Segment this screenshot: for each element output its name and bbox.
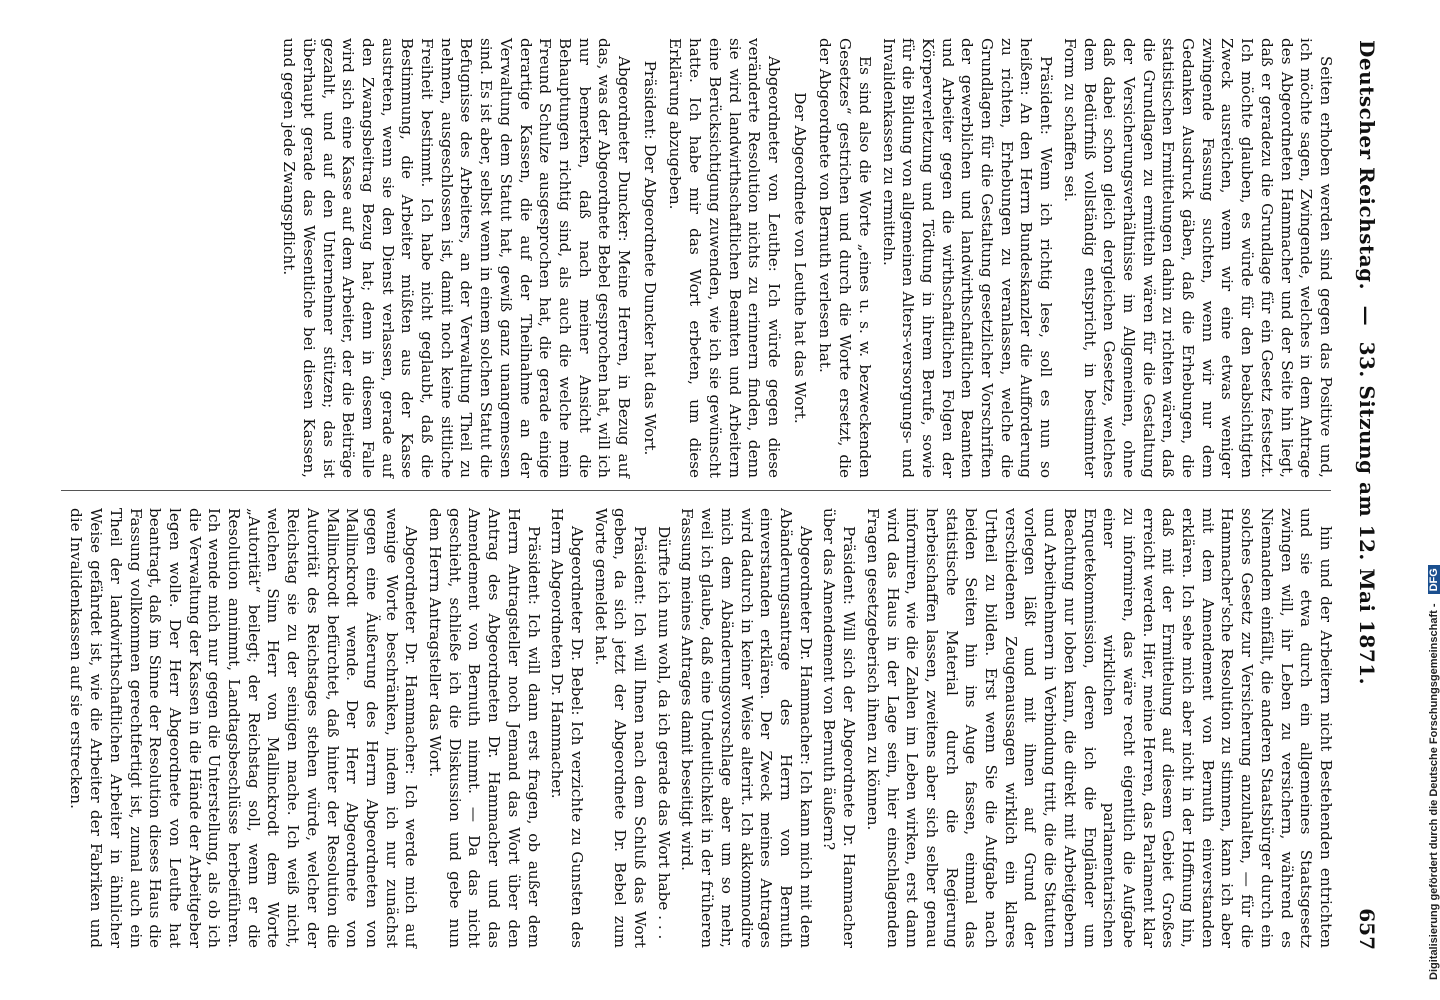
paragraph: Präsident: Ich will dann erst fragen, ob außer dem Herrn Antragsteller noch Jemand das Wort über den Antrag des Abgeordneten Dr. Hammacher und das Amendement von Bernuth nimmt. — Da das nicht geschieht, schließe ich die Diskussion und gebe nun dem Herrn Antragsteller das Wort. xyxy=(426,508,543,948)
paragraph: Dürfte ich nun wohl, da ich gerade das Wort habe . . . xyxy=(654,526,673,940)
publication-title: Deutscher Reichstag. xyxy=(1355,40,1379,291)
paragraph: Der Abgeordnete von Leuthe hat das Wort. xyxy=(790,92,809,424)
rotated-newspaper-page xyxy=(45,30,1385,970)
dfg-logo: DFG xyxy=(1428,565,1440,594)
paragraph: hin und der Arbeitern nicht Bestehenden entrichten und sie etwa durch ein allgemeines Staatsgesetz zwingen will, ihr Leben zu versichern, während es Niemandem einfällt, die anderen Staatsbürger durch ein solches Gesetz zur Versicherung anzuhalten, — für die Hammacher'sche Resolution zu stimmen, kann ich aber mit dem Amendement von Bernuth einverstanden erklären. Ich sehe mich aber nicht in der Hoffnung hin, daß mit der Ermittelung auf diesem Gebiet Großes erreicht werden. Hier, meine Herren, das Parlament klar zu informiren, das wäre recht eigentlich die Aufgabe einer wirklichen parlamentarischen Enquetekommission, deren ich die Engländer um Beachtung nur loben kann, die direkt mit Arbeitgebern und Arbeitnehmern in Verbindung tritt, die die Statuten vorlegen läßt und mit ihnen auf Grund der verschiedenen Zeugenaussagen wirklich ein klares Urtheil zu bilden. Erst wenn Sie die Aufgabe nach beiden Seiten hin ins Auge fassen, einmal das statistische Material durch die Regierung herbeischaffen lassen, zweitens aber sich selber genau informiren, wie die Zahlen im Leben wirken, erst dann wird das Haus in der Lage sein, hier einschlagenden Fragen gesetzgeberisch ihnen zu können. xyxy=(863,508,1335,948)
paragraph: Präsident: Wenn ich richtig lese, soll es nun so heißen: An den Herrn Bundeskanzler die Aufforderung zu richten, Erhebungen zu veranlassen, welche die Grundlagen für die Gestaltung gesetzlicher Vorschriften der gewerblichen und landwirthschaftlichen Beamten und Arbeiter gegen die wirthschaftlichen Folgen der Körperverletzung und Tödtung in ihrem Berufe, sowie für die Bildung von allgemeinen Alters-versorgungs- und Invalidenkassen zu ermitteln. xyxy=(879,38,1056,478)
paragraph: Seiten erhoben werden sind gegen das Positive und, ich möchte sagen, Zwingende, welches in dem Antrage des Abgeordneten Hammacher und der Seite hin liegt, daß er geradezu die Grundlage für ein Gesetz festsetzt. Ich möchte glauben, es würde für den beabsichtigten Zweck ausreichen, wenn wir eine etwas weniger zwingende Fassung suchten, wenn wir nur dem Gedanken Ausdruck gäben, daß die Erhebungen, die statistischen Ermittelungen dahin zu richten wären, daß die Grundlagen zu ermitteln wären für die Gestaltung der Versicherungsverhältnisse im Allgemeinen, ohne daß dabei schon gleich dergleichen Gesetze, welches dem Bedürfniß vollständig entspricht, in bestimmter Form zu schaffen sei. xyxy=(1060,38,1335,478)
header-title xyxy=(1355,40,1379,685)
left-column xyxy=(55,38,1335,478)
paragraph: Es sind also die Worte „eines u. s. w. bezweckenden Gesetzes“ gestrichen und durch die Worte ersetzt, die der Abgeordnete von Bernuth verlesen hat. xyxy=(816,38,874,478)
digitization-credit xyxy=(1408,20,1440,980)
paragraph: Abgeordneter Dr. Hammacher: Ich werde mich auf wenige Worte beschränken, indem ich nur zunächst gegen eine Äußerung des Herrn Abgeordneten von Mallinckrodt wende. Der Herr Abgeordnete von Mallinckrodt befürchtet, daß hinter der Resolution die Autorität des Reichstages stehen würde, welcher der Reichstag sie zu der seinigen mache. Ich weiß nicht, welchen Sinn Herr von Mallinckrodt dem Worte „Autorität“ beilegt; der Reichstag soll, wenn er die Resolution annimmt, Landtagsbeschlüsse herbeiführen. Ich wende mich nur gegen die Unterstellung, als ob ich die Verwaltung der Kassen in die Hände der Arbeitgeber legen wolle. Der Herr Abgeordnete von Leuthe hat beantragt, daß im Sinne der Resolution dieses Haus die Fassung vollkommen gerechtfertigt ist, zumal auch ein Theil der landwirthschaftlichen Arbeiter in ähnlicher Weise gefährdet ist, wie die Arbeiter der Fabriken und die Invalidenkassen auf sie erstrecken. xyxy=(67,508,421,948)
column-divider xyxy=(61,490,1331,491)
paragraph: Präsident: Will sich der Abgeordnete Dr. Hammacher über das Amendement von Bernuth äußern? xyxy=(820,508,859,948)
page-number: 657 xyxy=(1355,908,1379,950)
page-header xyxy=(1345,30,1385,970)
header-separator: — xyxy=(1355,305,1379,327)
paragraph: Abgeordneter Dr. Hammacher: Ich kann mich mit dem Abänderungsantrage des Herrn von Bernuth einverstanden erklären. Der Zweck meines Antrages wird dadurch in keiner Weise alterirt. Ich akkommodire mich dem Abänderungsvorschlage aber um so mehr, weil ich glaube, daß eine Undeutlichkeit in der früheren Fassung meines Antrages damit beseitigt wird. xyxy=(678,508,815,948)
paragraph: Präsident: Der Abgeordnete Duncker hat das Wort. xyxy=(640,60,659,456)
paragraph: Präsident: Ich will Ihnen nach dem Schluß das Wort geben, da sich jetzt der Abgeordnete Dr. Bebel zum Worte gemeldet hat. xyxy=(591,508,650,948)
right-column xyxy=(55,508,1335,948)
session-title: 33. Sitzung am 12. Mai 1871. xyxy=(1355,341,1379,686)
paragraph: Abgeordneter von Leuthe: Ich würde gegen diese veränderte Resolution nichts zu erinnern finden, denn sie wird landwirthschaftlichen Beamten und Arbeitern eine Berücksichtigung zuwenden, wie ich sie gewünscht hatte. Ich habe mir das Wort erbeten, um diese Erklärung abzugeben. xyxy=(666,38,784,478)
paragraph: Abgeordneter Duncker: Meine Herren, in Bezug auf das, was der Abgeordnete Bebel gesprochen hat, will ich nur bemerken, daß nach meiner Ansicht die Behauptungen richtig sind, als auch die welche mein Freund Schulze ausgesprochen hat, die gerade einige derartige Kassen, die auf der Theilnahme an der Verwaltung dem Statut hat, gewiß ganz unangemessen sind. Es ist aber, selbst wenn in einem solchen Statut die Befugnisse des Arbeiters, an der Verwaltung Theil zu nehmen, ausgeschlossen ist, damit noch keine sittliche Freiheit bestimmt. Ich habe nicht geglaubt, daß die Bestimmung, die Arbeiter müßten aus der Kasse austreten, wenn sie den Dienst verlassen, gerade auf den Zwangsbeitrag Bezug hat; denn in diesem Falle wird sich eine Kasse auf dem Arbeiter, der die Beiträge gezahlt, und auf den Unternehmer stützen; das ist überhaupt gerade das Wesentliche bei diesen Kassen, und gegen jede Zwangspflicht. xyxy=(280,38,634,478)
credit-text: Digitalisierung gefördert durch die Deutsche Forschungsgemeinschaft - xyxy=(1428,603,1440,980)
paragraph: Abgeordneter Dr. Bebel: Ich verzichte zu Gunsten des Herrn Abgeordneten Dr. Hammacher. xyxy=(548,508,586,948)
